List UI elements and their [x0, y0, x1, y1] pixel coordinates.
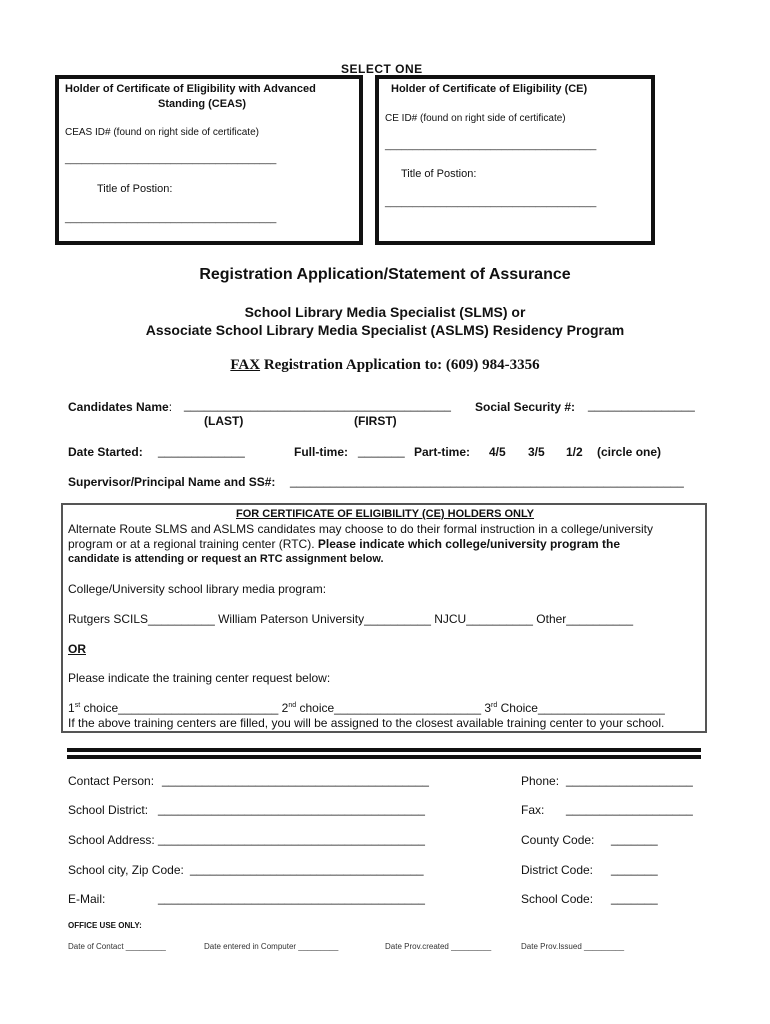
school-city-field[interactable]: ___________________________________ [190, 862, 424, 876]
or-separator: OR [68, 642, 86, 656]
ssn-label: Social Security #: [475, 400, 576, 414]
school-district-field[interactable]: ________________________________________ [158, 802, 425, 816]
fax-field[interactable]: ___________________ [566, 802, 693, 816]
supervisor-field[interactable]: ___________________________________________________________ [290, 474, 684, 488]
subtitle-line1: School Library Media Specialist (SLMS) or [244, 304, 526, 320]
date-started-field[interactable]: _____________ [158, 444, 245, 458]
phone-field[interactable]: ___________________ [566, 773, 693, 787]
school-code-label: School Code: [521, 892, 594, 906]
main-title: Registration Application/Statement of Assurance [199, 266, 571, 283]
ceas-id-field[interactable]: ______________________________________ [65, 154, 277, 165]
school-city-label: School city, Zip Code: [68, 863, 184, 877]
ceas-heading-line1: Holder of Certificate of Eligibility with Advanced [65, 83, 316, 95]
ce-instructions-line3: candidate is attending or request an RTC assignment below. [68, 553, 384, 565]
school-address-label: School Address: [68, 833, 155, 847]
county-code-field[interactable]: _______ [611, 832, 658, 846]
district-code-field[interactable]: _______ [611, 862, 658, 876]
last-name-label: (LAST) [204, 414, 244, 428]
county-code-label: County Code: [521, 833, 595, 847]
contact-person-field[interactable]: ________________________________________ [162, 773, 429, 787]
contact-person-label: Contact Person: [68, 774, 155, 788]
district-code-label: District Code: [521, 863, 594, 877]
ssn-field[interactable]: ________________ [588, 398, 695, 412]
divider-top [67, 748, 701, 752]
subtitle-line2: Associate School Library Media Specialist (ASLMS) Residency Program [145, 322, 625, 338]
ceas-title-field[interactable]: ______________________________________ [65, 213, 277, 224]
select-one-heading: SELECT ONE [341, 62, 423, 76]
fax-word: FAX [230, 357, 261, 373]
parttime-option-4-5[interactable]: 4/5 [489, 445, 506, 459]
email-field[interactable]: ________________________________________ [158, 891, 425, 905]
school-address-field[interactable]: ________________________________________ [158, 832, 425, 846]
circle-one-note: (circle one) [597, 445, 662, 459]
date-prov-created: Date Prov.created _________ [385, 942, 492, 951]
supervisor-label: Supervisor/Principal Name and SS#: [68, 475, 276, 489]
candidate-name-field[interactable]: ________________________________________ [184, 398, 451, 412]
ce-id-label: CE ID# (found on right side of certificate) [385, 113, 566, 124]
candidate-name-label: Candidates Name [68, 400, 169, 414]
phone-label: Phone: [521, 774, 560, 788]
parttime-option-1-2[interactable]: 1/2 [566, 445, 583, 459]
date-of-contact: Date of Contact _________ [68, 942, 166, 951]
email-label: E-Mail: [68, 892, 106, 906]
ce-id-field[interactable]: ______________________________________ [385, 140, 597, 151]
date-prov-issued: Date Prov.Issued _________ [521, 942, 625, 951]
training-choices[interactable]: 1st choice________________________ 2nd choice______________________ 3rd Choice___________________ [68, 701, 665, 715]
ce-instructions-line1: Alternate Route SLMS and ASLMS candidates may choose to do their formal instruction in a college/university [68, 522, 653, 536]
college-options[interactable]: Rutgers SCILS__________ William Paterson University__________ NJCU__________ Other__________ [68, 612, 634, 626]
candidate-name-row: Candidates Name: [68, 400, 173, 414]
school-code-field[interactable]: _______ [611, 891, 658, 905]
school-district-label: School District: [68, 803, 149, 817]
ce-instructions-line2: program or at a regional training center (RTC). Please indicate which college/university program the [68, 537, 620, 551]
ce-box [375, 75, 655, 245]
office-use-heading: OFFICE USE ONLY: [68, 921, 142, 930]
parttime-option-3-5[interactable]: 3/5 [528, 445, 545, 459]
divider-bottom [67, 755, 701, 759]
ce-title-field[interactable]: ______________________________________ [385, 197, 597, 208]
fulltime-label: Full-time: [294, 445, 348, 459]
fax-line [0, 357, 770, 374]
college-program-label: College/University school library media program: [68, 582, 327, 596]
ceas-heading-line2: Standing (CEAS) [158, 98, 246, 110]
ce-holders-heading: FOR CERTIFICATE OF ELIGIBILITY (CE) HOLDERS ONLY [235, 508, 535, 520]
fax-label: Fax: [521, 803, 545, 817]
ce-title-label: Title of Postion: [401, 168, 477, 180]
ceas-id-label: CEAS ID# (found on right side of certificate) [65, 127, 259, 138]
parttime-label: Part-time: [414, 445, 471, 459]
first-name-label: (FIRST) [354, 414, 397, 428]
date-started-label: Date Started: [68, 445, 143, 459]
fax-number: Registration Application to: (609) 984-3356 [260, 357, 540, 373]
training-filled-note: If the above training centers are filled, you will be assigned to the closest available training center to your school. [68, 716, 665, 730]
date-entered: Date entered in Computer _________ [204, 942, 339, 951]
training-center-label: Please indicate the training center request below: [68, 671, 331, 685]
fulltime-field[interactable]: _______ [358, 444, 405, 458]
ceas-title-label: Title of Postion: [97, 183, 173, 195]
ce-heading: Holder of Certificate of Eligibility (CE) [391, 83, 588, 95]
